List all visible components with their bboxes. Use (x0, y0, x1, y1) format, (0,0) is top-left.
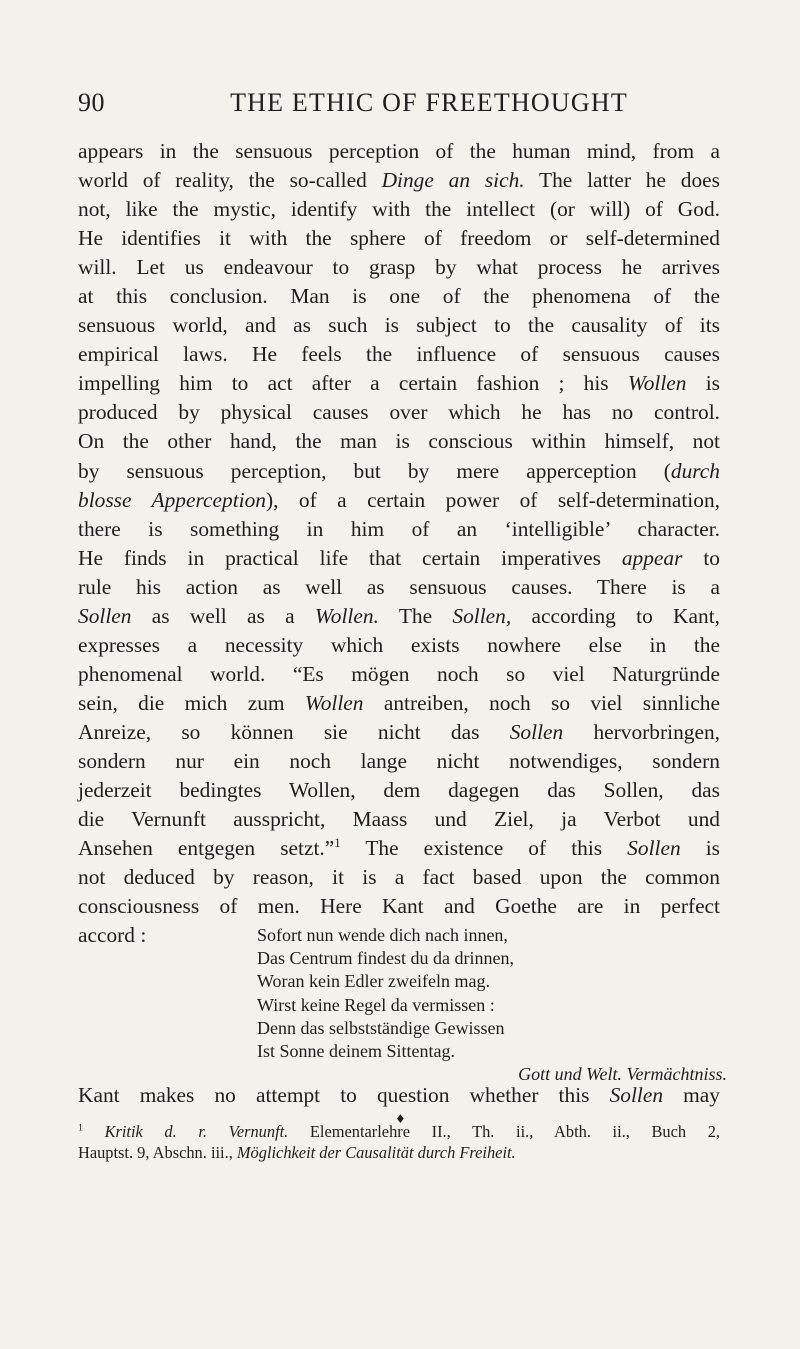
italic-text: Sollen (78, 603, 132, 628)
italic-text: Dinge an sich. (381, 168, 525, 193)
poem-line: Das Centrum findest du da drinnen, (257, 948, 514, 969)
text-line: On the other hand, the man is conscious within himself, not (78, 429, 720, 454)
text-line: Sollen as well as a Wollen. The Sollen, according to Kant, (78, 603, 720, 628)
text-line: He identifies it with the sphere of freedom or self-determined (78, 226, 720, 251)
running-head: THE ETHIC OF FREETHOUGHT (230, 88, 628, 117)
footnote-line: Hauptst. 9, Abschn. iii., Möglichkeit der Causalität durch Freiheit. (78, 1143, 516, 1162)
text-line: die Vernunft ausspricht, Maass und Ziel, ja Verbot und (78, 807, 720, 832)
footnote-line: $^1$ Kritik d. r. Vernunft. Elementarlehre II., Th. ii., Abth. ii., Buch 2, (78, 1122, 720, 1141)
text-line: not, like the mystic, identify with the intellect (or will) of God. (78, 197, 720, 222)
text-line: Ansehen entgegen setzt.”$^1$ The existence of this Sollen is (78, 836, 720, 861)
poem-source: Gott und Welt. Vermächtniss. (518, 1064, 727, 1085)
text-line: at this conclusion. Man is one of the phenomena of the (78, 284, 720, 309)
text-line: blosse Apperception), of a certain power of self-determination, (78, 487, 720, 512)
text-line: appears in the sensuous perception of the human mind, from a (78, 139, 720, 163)
italic-text: Sollen (509, 719, 564, 744)
italic-text: blosse Apperception (78, 487, 266, 512)
poem-line: Wirst keine Regel da vermissen : (257, 994, 495, 1015)
text-line: Anreize, so können sie nicht das Sollen hervorbringen, (78, 719, 720, 744)
poem-lines (257, 924, 727, 1063)
italic-text: Sollen (609, 1083, 664, 1107)
text-line: not deduced by reason, it is a fact based upon the common (78, 865, 720, 890)
text-line: sondern nur ein noch lange nicht notwendiges, sondern (78, 748, 720, 773)
text-line: produced by physical causes over which he has no control. (78, 400, 720, 425)
text-line: jederzeit bedingtes Wollen, dem dagegen das Sollen, das (78, 778, 720, 803)
poem-quote (257, 924, 727, 1086)
text-line: accord : (78, 923, 147, 948)
text-line: impelling him to act after a certain fashion ; his Wollen is (78, 371, 720, 396)
text-line: world of reality, the so-called Dinge an sich. The latter he does (78, 168, 720, 193)
text-line: expresses a necessity which exists nowhere else in the (78, 632, 720, 657)
text-line: sensuous world, and as such is subject to the causality of its (78, 313, 720, 338)
poem-line: Woran kein Edler zweifeln mag. (257, 971, 490, 992)
italic-text: Sollen, (452, 603, 512, 628)
italic-text: Wollen. (314, 603, 379, 628)
continuation-line: Kant makes no attempt to question whether this Sollen may (78, 1083, 720, 1107)
text-line: sein, die mich zum Wollen antreiben, noch so viel sinnliche (78, 690, 720, 715)
italic-text: appear (621, 545, 683, 570)
text-line: phenomenal world. “Es mögen noch so viel Naturgründe (78, 661, 720, 686)
footnote-ref: 1 (334, 836, 341, 850)
text-line: by sensuous perception, but by mere apperception (durch (78, 458, 720, 483)
text-line: He finds in practical life that certain imperatives appear to (78, 545, 720, 570)
poem-line: Sofort nun wende dich nach innen, (257, 925, 508, 945)
footnote-ref: 1 (78, 1122, 83, 1134)
continuation-text (78, 1081, 720, 1110)
body-text (78, 137, 720, 950)
italic-text: durch (670, 458, 720, 483)
italic-text: Wollen (627, 371, 687, 396)
text-line: consciousness of men. Here Kant and Goethe are in perfect (78, 894, 720, 919)
poem-line: Denn das selbstständige Gewissen (257, 1017, 505, 1038)
italic-text: Möglichkeit der Causalität durch Freiheit. (236, 1143, 516, 1162)
poem-line: Ist Sonne deinem Sittentag. (257, 1041, 455, 1062)
footnotes (78, 1121, 720, 1163)
italic-text: Sollen (627, 836, 681, 861)
italic-text: Kritik d. r. Vernunft. (104, 1122, 289, 1141)
text-line: will. Let us endeavour to grasp by what process he arrives (78, 255, 720, 280)
text-line: rule his action as well as sensuous causes. There is a (78, 574, 720, 599)
page-number: 90 (78, 88, 105, 117)
page-header (78, 88, 720, 128)
text-line: there is something in him of an ‘intelligible’ character. (78, 516, 720, 541)
italic-text: Wollen (304, 690, 364, 715)
footnote-mark-glyph: ♦ (395, 1112, 406, 1126)
text-line: empirical laws. He feels the influence of sensuous causes (78, 342, 720, 367)
